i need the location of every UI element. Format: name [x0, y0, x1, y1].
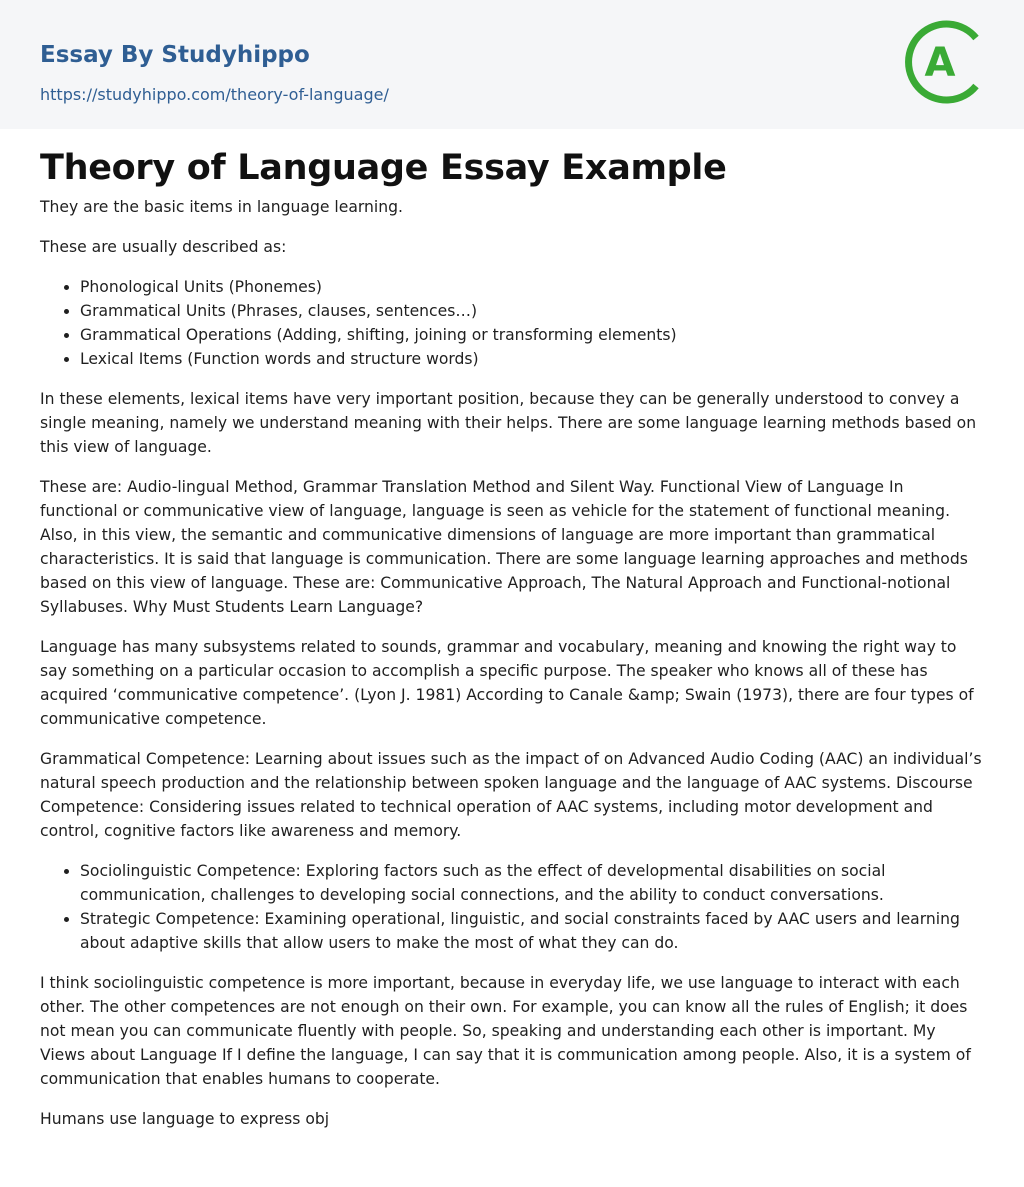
list-item: • Strategic Competence: Examining operational, linguistic, and social constraints faced by AAC users and learning about adaptive skills that allow users to make the most of what they can do. [80, 907, 984, 955]
paragraph-7: I think sociolinguistic competence is more important, because in everyday life, we use language to interact with each other. The other competences are not enough on their own. For example, you can know all the rules of English; it does not mean you can communicate fluently with people. So, speaking and understanding each other is important. My Views about Language If I define the language, I can say that it is communication among people. Also, it is a system of communication that enables humans to cooperate. [40, 974, 971, 1088]
paragraph-8: Humans use language to express obj [40, 1110, 330, 1128]
list-item: • Phonological Units (Phonemes) [80, 275, 984, 299]
competence-list [40, 859, 984, 955]
list-item: • Grammatical Operations (Adding, shifting, joining or transforming elements) [80, 323, 984, 347]
article-body [0, 129, 1024, 1131]
paragraph-5: Language has many subsystems related to sounds, grammar and vocabulary, meaning and knowing the right way to say something on a particular occasion to accomplish a specific purpose. The speaker who knows all of these has acquired ‘communicative competence’. (Lyon J. 1981) According to Canale &amp; Swain (1973), there are four types of communicative competence. [40, 638, 974, 728]
paragraph-6: Grammatical Competence: Learning about issues such as the impact of on Advanced Audio Coding (AAC) an individual’s natural speech production and the relationship between spoken language and the language of AAC systems. Discourse Competence: Considering issues related to technical operation of AAC systems, including motor development and control, cognitive factors like awareness and memory. [40, 750, 982, 840]
logo-letter: A [924, 40, 956, 86]
site-header [0, 0, 1024, 129]
list-item: • Sociolinguistic Competence: Exploring factors such as the effect of developmental disabilities on social communication, challenges to developing social connections, and the ability to conduct conversations. [80, 859, 984, 907]
list-item: • Grammatical Units (Phrases, clauses, sentences…) [80, 299, 984, 323]
paragraph-1: They are the basic items in language learning. [40, 198, 403, 216]
paragraph-4: These are: Audio-lingual Method, Grammar Translation Method and Silent Way. Functional View of Language In functional or communicative view of language, language is seen as vehicle for the statement of functional meaning. Also, in this view, the semantic and communicative dimensions of language are more important than grammatical characteristics. It is said that language is communication. There are some language learning approaches and methods based on this view of language. These are: Communicative Approach, The Natural Approach and Functional-notional Syllabuses. Why Must Students Learn Language? [40, 478, 968, 616]
brand-title[interactable]: Essay By Studyhippo [40, 42, 310, 68]
studyhippo-logo-icon[interactable] [904, 18, 988, 106]
paragraph-2: These are usually described as: [40, 238, 287, 256]
source-url-link[interactable]: https://studyhippo.com/theory-of-language/ [40, 85, 389, 104]
list-item: • Lexical Items (Function words and structure words) [80, 347, 984, 371]
language-units-list [40, 275, 984, 371]
paragraph-3: In these elements, lexical items have very important position, because they can be generally understood to convey a single meaning, namely we understand meaning with their helps. There are some language learning methods based on this view of language. [40, 390, 977, 456]
page-title: Theory of Language Essay Example [40, 148, 727, 188]
